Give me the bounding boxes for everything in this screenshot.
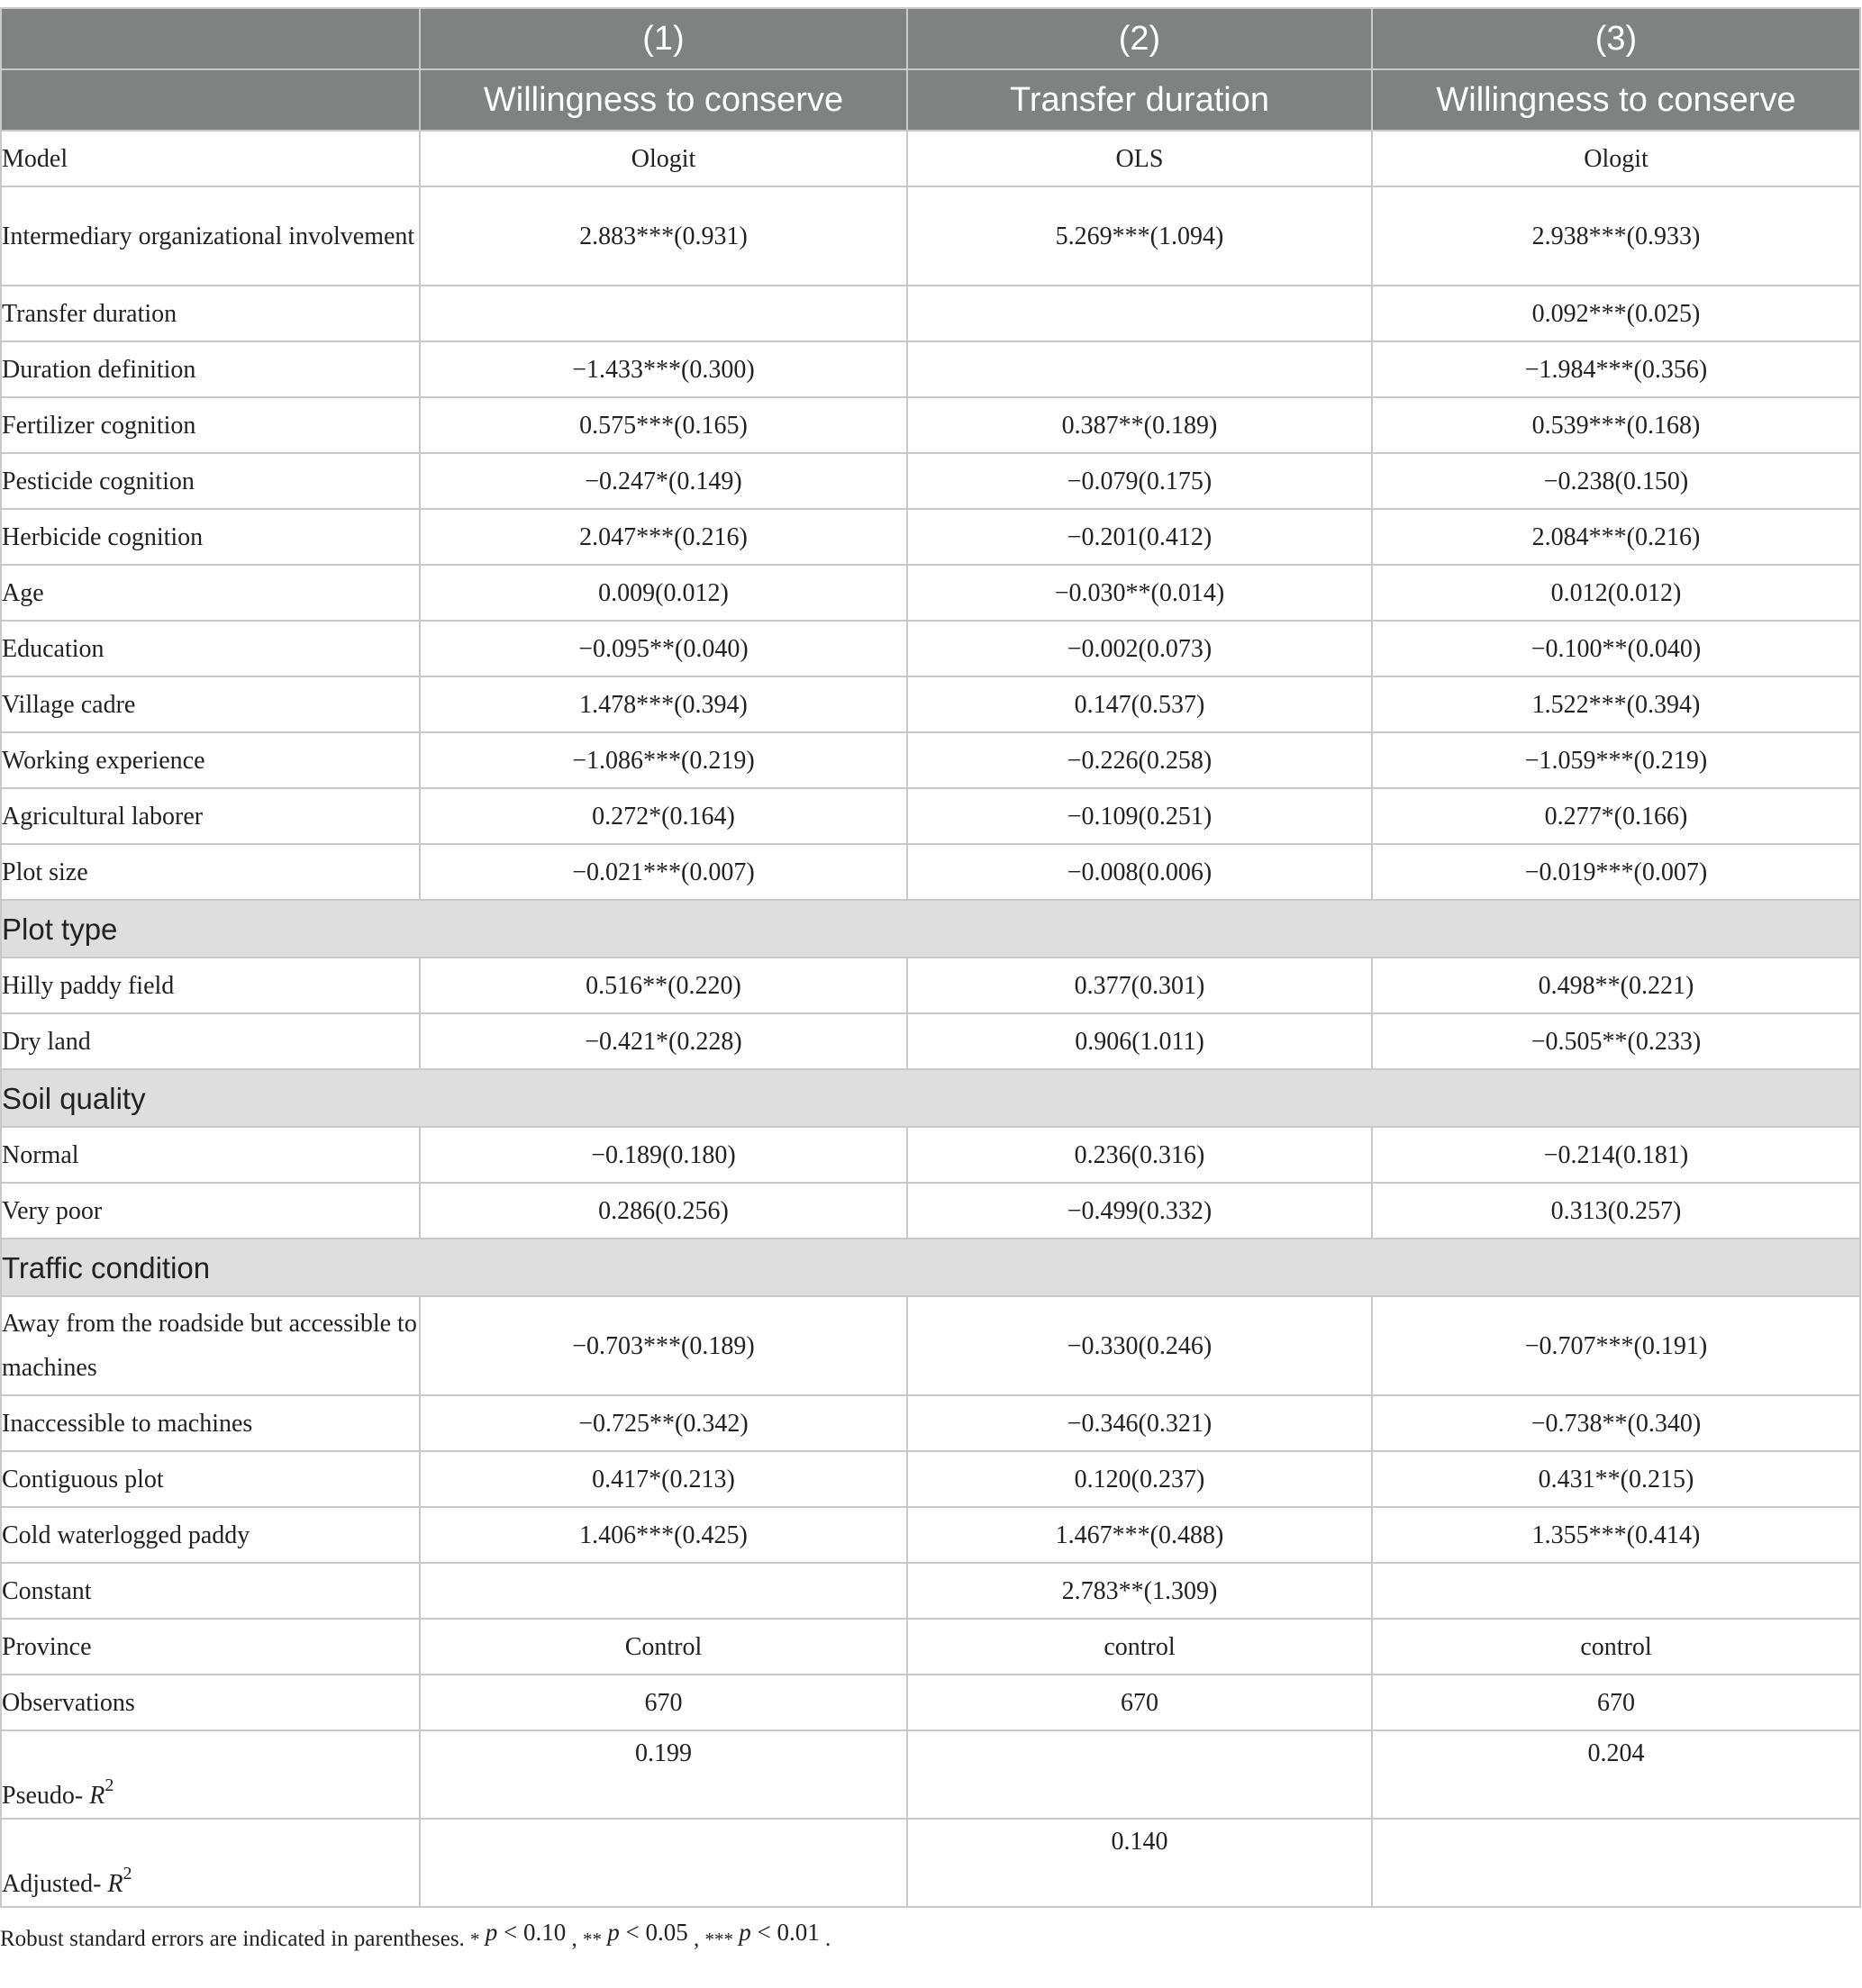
table-row: [1, 509, 1860, 565]
table-cell: 0.906(1.011): [907, 1013, 1372, 1069]
footnote-text: Robust standard errors are indicated in parentheses.: [0, 1927, 465, 1951]
table-cell: Control: [420, 1619, 907, 1675]
table-row: [1, 453, 1860, 509]
stat-label-text: Pseudo-: [2, 1782, 90, 1810]
table-cell: control: [907, 1619, 1372, 1675]
stat-symbol: R: [89, 1782, 105, 1810]
table-cell: 0.092***(0.025): [1372, 286, 1860, 341]
table-row: [1, 788, 1860, 844]
table-row: [1, 286, 1860, 341]
column-title: Willingness to conserve: [420, 69, 907, 131]
footnote-threshold: < 0.10: [497, 1919, 567, 1946]
table-cell: −0.703***(0.189): [420, 1296, 907, 1395]
regression-table: [0, 7, 1861, 1908]
table-cell: 2.783**(1.309): [907, 1563, 1372, 1619]
table-cell: 0.204: [1372, 1730, 1860, 1819]
row-label: Cold waterlogged paddy: [1, 1507, 420, 1563]
footnote-stars: ***: [704, 1929, 734, 1950]
table-row: [1, 131, 1860, 186]
table-row: [1, 732, 1860, 788]
table-cell: −0.201(0.412): [907, 509, 1372, 565]
column-title: Transfer duration: [907, 69, 1372, 131]
table-cell: 0.277*(0.166): [1372, 788, 1860, 844]
table-row: [1, 186, 1860, 286]
table-cell: 0.313(0.257): [1372, 1183, 1860, 1239]
table-row: [1, 1183, 1860, 1239]
table-cell: [907, 1730, 1372, 1819]
table-cell: 670: [907, 1675, 1372, 1730]
table-cell: [420, 286, 907, 341]
table-row: [1, 844, 1860, 900]
table-row: [1, 1563, 1860, 1619]
table-row: [1, 621, 1860, 676]
table-cell: −1.059***(0.219): [1372, 732, 1860, 788]
column-number: (1): [420, 8, 907, 69]
table-cell: 0.539***(0.168): [1372, 397, 1860, 453]
stat-exponent: 2: [104, 1775, 114, 1795]
footnote-stars: *: [470, 1929, 480, 1950]
table-cell: [907, 286, 1372, 341]
table-row: [1, 1013, 1860, 1069]
table-cell: −0.109(0.251): [907, 788, 1372, 844]
stat-exponent: 2: [123, 1864, 132, 1884]
table-cell: 2.084***(0.216): [1372, 509, 1860, 565]
column-number: (3): [1372, 8, 1860, 69]
table-cell: 0.012(0.012): [1372, 565, 1860, 621]
table-row: [1, 958, 1860, 1013]
table-row: [1, 1127, 1860, 1183]
table-cell: 0.498**(0.221): [1372, 958, 1860, 1013]
table-cell: 1.406***(0.425): [420, 1507, 907, 1563]
table-cell: −0.079(0.175): [907, 453, 1372, 509]
row-label: [1, 1730, 420, 1819]
table-cell: 0.009(0.012): [420, 565, 907, 621]
row-label: Intermediary organizational involvement: [1, 186, 420, 286]
table-cell: 0.417*(0.213): [420, 1451, 907, 1507]
header-title-row: [1, 69, 1860, 131]
row-label: Fertilizer cognition: [1, 397, 420, 453]
stat-label-text: Adjusted-: [2, 1870, 108, 1898]
table-cell: 1.467***(0.488): [907, 1507, 1372, 1563]
table-cell: −0.505**(0.233): [1372, 1013, 1860, 1069]
table-row: [1, 1507, 1860, 1563]
table-cell: 0.199: [420, 1730, 907, 1819]
footnote-stars: **: [583, 1929, 603, 1950]
table-cell: 2.047***(0.216): [420, 509, 907, 565]
table-cell: 1.478***(0.394): [420, 676, 907, 732]
table-cell: OLS: [907, 131, 1372, 186]
row-label: Dry land: [1, 1013, 420, 1069]
table-cell: 670: [1372, 1675, 1860, 1730]
table-cell: −1.086***(0.219): [420, 732, 907, 788]
table-cell: −0.002(0.073): [907, 621, 1372, 676]
row-label: Model: [1, 131, 420, 186]
row-label: Pesticide cognition: [1, 453, 420, 509]
table-cell: −0.189(0.180): [420, 1127, 907, 1183]
row-label: Agricultural laborer: [1, 788, 420, 844]
table-cell: −0.738**(0.340): [1372, 1395, 1860, 1451]
table-cell: −0.095**(0.040): [420, 621, 907, 676]
table-cell: −0.214(0.181): [1372, 1127, 1860, 1183]
row-label: [1, 1819, 420, 1907]
table-cell: −0.499(0.332): [907, 1183, 1372, 1239]
table-cell: −0.725**(0.342): [420, 1395, 907, 1451]
table-row: [1, 565, 1860, 621]
row-label: Inaccessible to machines: [1, 1395, 420, 1451]
row-label: Herbicide cognition: [1, 509, 420, 565]
table-row: [1, 1819, 1860, 1907]
table-cell: −0.247*(0.149): [420, 453, 907, 509]
section-header-row: [1, 900, 1860, 958]
table-cell: 0.387**(0.189): [907, 397, 1372, 453]
table-cell: −1.984***(0.356): [1372, 341, 1860, 397]
table-cell: −0.238(0.150): [1372, 453, 1860, 509]
table-cell: 0.272*(0.164): [420, 788, 907, 844]
row-label: Education: [1, 621, 420, 676]
table-cell: −1.433***(0.300): [420, 341, 907, 397]
table-cell: −0.421*(0.228): [420, 1013, 907, 1069]
row-label: Plot size: [1, 844, 420, 900]
column-title: Willingness to conserve: [1372, 69, 1860, 131]
table-row: [1, 397, 1860, 453]
table-cell: 0.431**(0.215): [1372, 1451, 1860, 1507]
table-footnote: Robust standard errors are indicated in parentheses. * p < 0.10 , ** p < 0.05 , *** p < 0.01 .: [0, 1919, 831, 1951]
table-cell: −0.346(0.321): [907, 1395, 1372, 1451]
table-row: [1, 341, 1860, 397]
footnote-p-symbol: p: [607, 1919, 620, 1946]
table-cell: 0.140: [907, 1819, 1372, 1907]
row-label: Very poor: [1, 1183, 420, 1239]
table-cell: 0.377(0.301): [907, 958, 1372, 1013]
footnote-p-symbol: p: [739, 1919, 751, 1946]
table-cell: 0.575***(0.165): [420, 397, 907, 453]
row-label: Village cadre: [1, 676, 420, 732]
table-row: [1, 1730, 1860, 1819]
table-cell: −0.226(0.258): [907, 732, 1372, 788]
table-cell: Ologit: [1372, 131, 1860, 186]
table-cell: 1.522***(0.394): [1372, 676, 1860, 732]
row-label: Away from the roadside but accessible to machines: [1, 1296, 420, 1395]
table-row: [1, 1619, 1860, 1675]
table-row: [1, 1675, 1860, 1730]
table-cell: −0.008(0.006): [907, 844, 1372, 900]
stat-symbol: R: [107, 1870, 123, 1898]
table-cell: [420, 1563, 907, 1619]
table-cell: 0.516**(0.220): [420, 958, 907, 1013]
header-corner-cell: [1, 8, 420, 69]
header-corner-cell: [1, 69, 420, 131]
row-label: Hilly paddy field: [1, 958, 420, 1013]
table-row: [1, 676, 1860, 732]
row-label: Age: [1, 565, 420, 621]
column-number: (2): [907, 8, 1372, 69]
table-cell: −0.019***(0.007): [1372, 844, 1860, 900]
table-cell: −0.707***(0.191): [1372, 1296, 1860, 1395]
table-cell: control: [1372, 1619, 1860, 1675]
table-cell: 2.938***(0.933): [1372, 186, 1860, 286]
table-row: [1, 1395, 1860, 1451]
table-cell: Ologit: [420, 131, 907, 186]
table-cell: 0.236(0.316): [907, 1127, 1372, 1183]
table-cell: [420, 1819, 907, 1907]
table-cell: [907, 341, 1372, 397]
table-cell: [1372, 1819, 1860, 1907]
table-cell: 0.286(0.256): [420, 1183, 907, 1239]
section-title: Plot type: [1, 900, 1860, 958]
table-row: [1, 1296, 1860, 1395]
footnote-threshold: < 0.05: [619, 1919, 688, 1946]
table-cell: −0.100**(0.040): [1372, 621, 1860, 676]
footnote-p-symbol: p: [485, 1919, 498, 1946]
table-cell: 2.883***(0.931): [420, 186, 907, 286]
row-label: Province: [1, 1619, 420, 1675]
row-label: Working experience: [1, 732, 420, 788]
section-title: Traffic condition: [1, 1239, 1860, 1296]
table-cell: −0.330(0.246): [907, 1296, 1372, 1395]
row-label: Contiguous plot: [1, 1451, 420, 1507]
table-cell: 1.355***(0.414): [1372, 1507, 1860, 1563]
table-cell: −0.030**(0.014): [907, 565, 1372, 621]
section-title: Soil quality: [1, 1069, 1860, 1127]
row-label: Normal: [1, 1127, 420, 1183]
table-cell: 670: [420, 1675, 907, 1730]
row-label: Constant: [1, 1563, 420, 1619]
table-row: [1, 1451, 1860, 1507]
header-number-row: [1, 8, 1860, 69]
row-label: Observations: [1, 1675, 420, 1730]
section-header-row: [1, 1069, 1860, 1127]
footnote-threshold: < 0.01: [750, 1919, 820, 1946]
table-cell: [1372, 1563, 1860, 1619]
section-header-row: [1, 1239, 1860, 1296]
table-cell: 5.269***(1.094): [907, 186, 1372, 286]
table-cell: −0.021***(0.007): [420, 844, 907, 900]
row-label: Transfer duration: [1, 286, 420, 341]
table-cell: 0.120(0.237): [907, 1451, 1372, 1507]
row-label: Duration definition: [1, 341, 420, 397]
table-cell: 0.147(0.537): [907, 676, 1372, 732]
